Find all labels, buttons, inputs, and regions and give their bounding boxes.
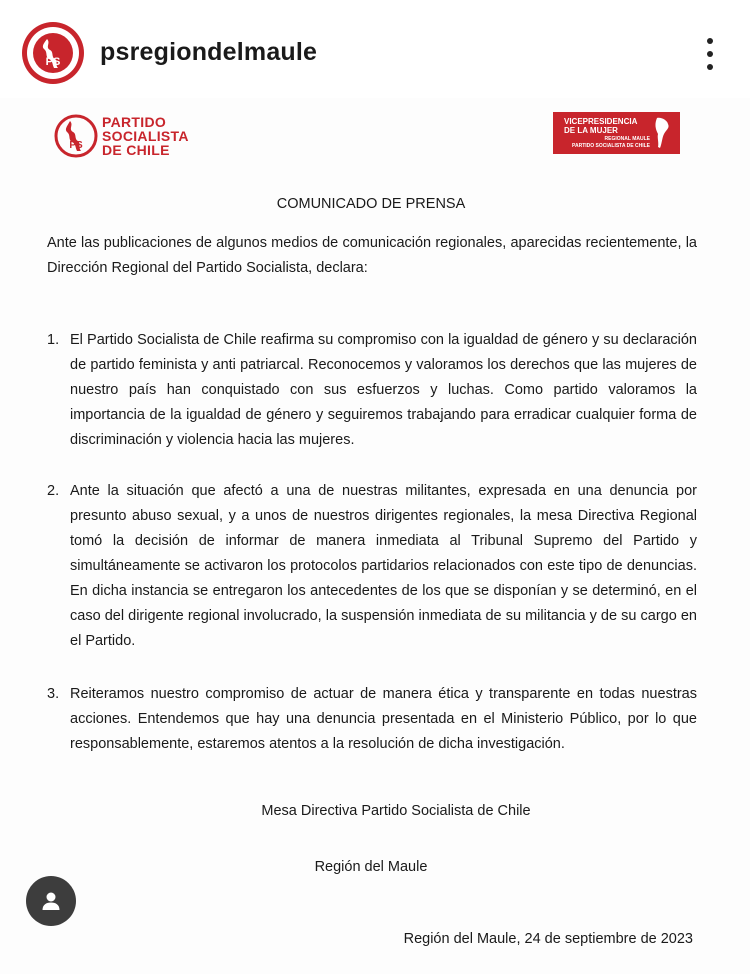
ps-party-logo-icon xyxy=(27,27,79,79)
list-item xyxy=(47,328,697,453)
list-item-number: 2. xyxy=(47,483,60,499)
vp-logo-line3: REGIONAL MAULE xyxy=(604,136,650,142)
ps-logo-text xyxy=(102,115,189,157)
ps-logo-line3: DE CHILE xyxy=(102,142,170,158)
post-header xyxy=(0,0,750,108)
vicepresidencia-mujer-logo xyxy=(553,112,680,154)
intro-paragraph: Ante las publicaciones de algunos medios de comunicación regionales, aparecidas recientemente, la Dirección Regional del Partido Socialista, declara: xyxy=(47,235,697,276)
avatar[interactable] xyxy=(22,22,84,84)
ps-logo-line1: PARTIDO xyxy=(102,114,167,130)
latin-america-map-icon xyxy=(652,116,672,150)
list-item xyxy=(47,682,697,757)
list-item xyxy=(47,479,697,654)
list-item-number: 1. xyxy=(47,332,60,348)
vp-logo-line4: PARTIDO SOCIALISTA DE CHILE xyxy=(572,143,650,149)
signature-line: Mesa Directiva Partido Socialista de Chile xyxy=(261,803,531,819)
press-release-document xyxy=(0,98,750,974)
list-item-text: El Partido Socialista de Chile reafirma su compromiso con la igualdad de género y su declaración de partido feminista y anti patriarcal. Reconocemos y valoramos los derechos que las mujeres de nuestro país han conquistado con sus esfuerzos y luchas. Como partido valoramos la importancia de la igualdad de género y seguiremos trabajando para erradicar cualquier forma de discriminación y violencia hacia las mujeres. xyxy=(70,332,697,448)
document-date: Región del Maule, 24 de septiembre de 2023 xyxy=(403,931,693,947)
list-item-text: Reiteramos nuestro compromiso de actuar de manera ética y transparente en todas nuestras acciones. Entendemos que hay una denuncia presentada en el Ministerio Público, por lo que responsablemente, estaremos atentos a la resolución de dicha investigación. xyxy=(70,686,697,752)
document-title: COMUNICADO DE PRENSA xyxy=(276,196,466,212)
avatar-emblem-text: PS xyxy=(45,56,61,68)
list-item-number: 3. xyxy=(47,686,60,702)
vp-logo-line2: DE LA MUJER xyxy=(564,126,618,135)
more-vertical-icon[interactable] xyxy=(700,38,720,70)
signature-region: Región del Maule xyxy=(314,859,428,875)
vp-logo-line1: VICEPRESIDENCIA xyxy=(564,117,638,126)
ps-logo-line2: SOCIALISTA xyxy=(102,128,189,144)
ps-emblem-icon xyxy=(54,114,98,158)
partido-socialista-logo xyxy=(54,112,189,160)
profile-button[interactable] xyxy=(26,876,76,926)
user-icon xyxy=(39,889,63,913)
list-item-text: Ante la situación que afectó a una de nuestras militantes, expresada en una denuncia por presunto abuso sexual, y a unos de nuestros dirigentes regionales, la mesa Directiva Regional tomó la decisión de informar de manera inmediata al Tribunal Supremo del Partido y simultáneamente se activaron los protocolos partidarios relacionados con este tipo de denuncias. En dicha instancia se entregaron los antecedentes de los que se disponían y se determinó, en el caso del dirigente regional involucrado, la suspensión inmediata de su militancia y de su cargo en el Partido. xyxy=(70,483,697,649)
ps-emblem-text: PS xyxy=(69,140,83,151)
post-username[interactable]: psregiondelmaule xyxy=(100,38,318,66)
